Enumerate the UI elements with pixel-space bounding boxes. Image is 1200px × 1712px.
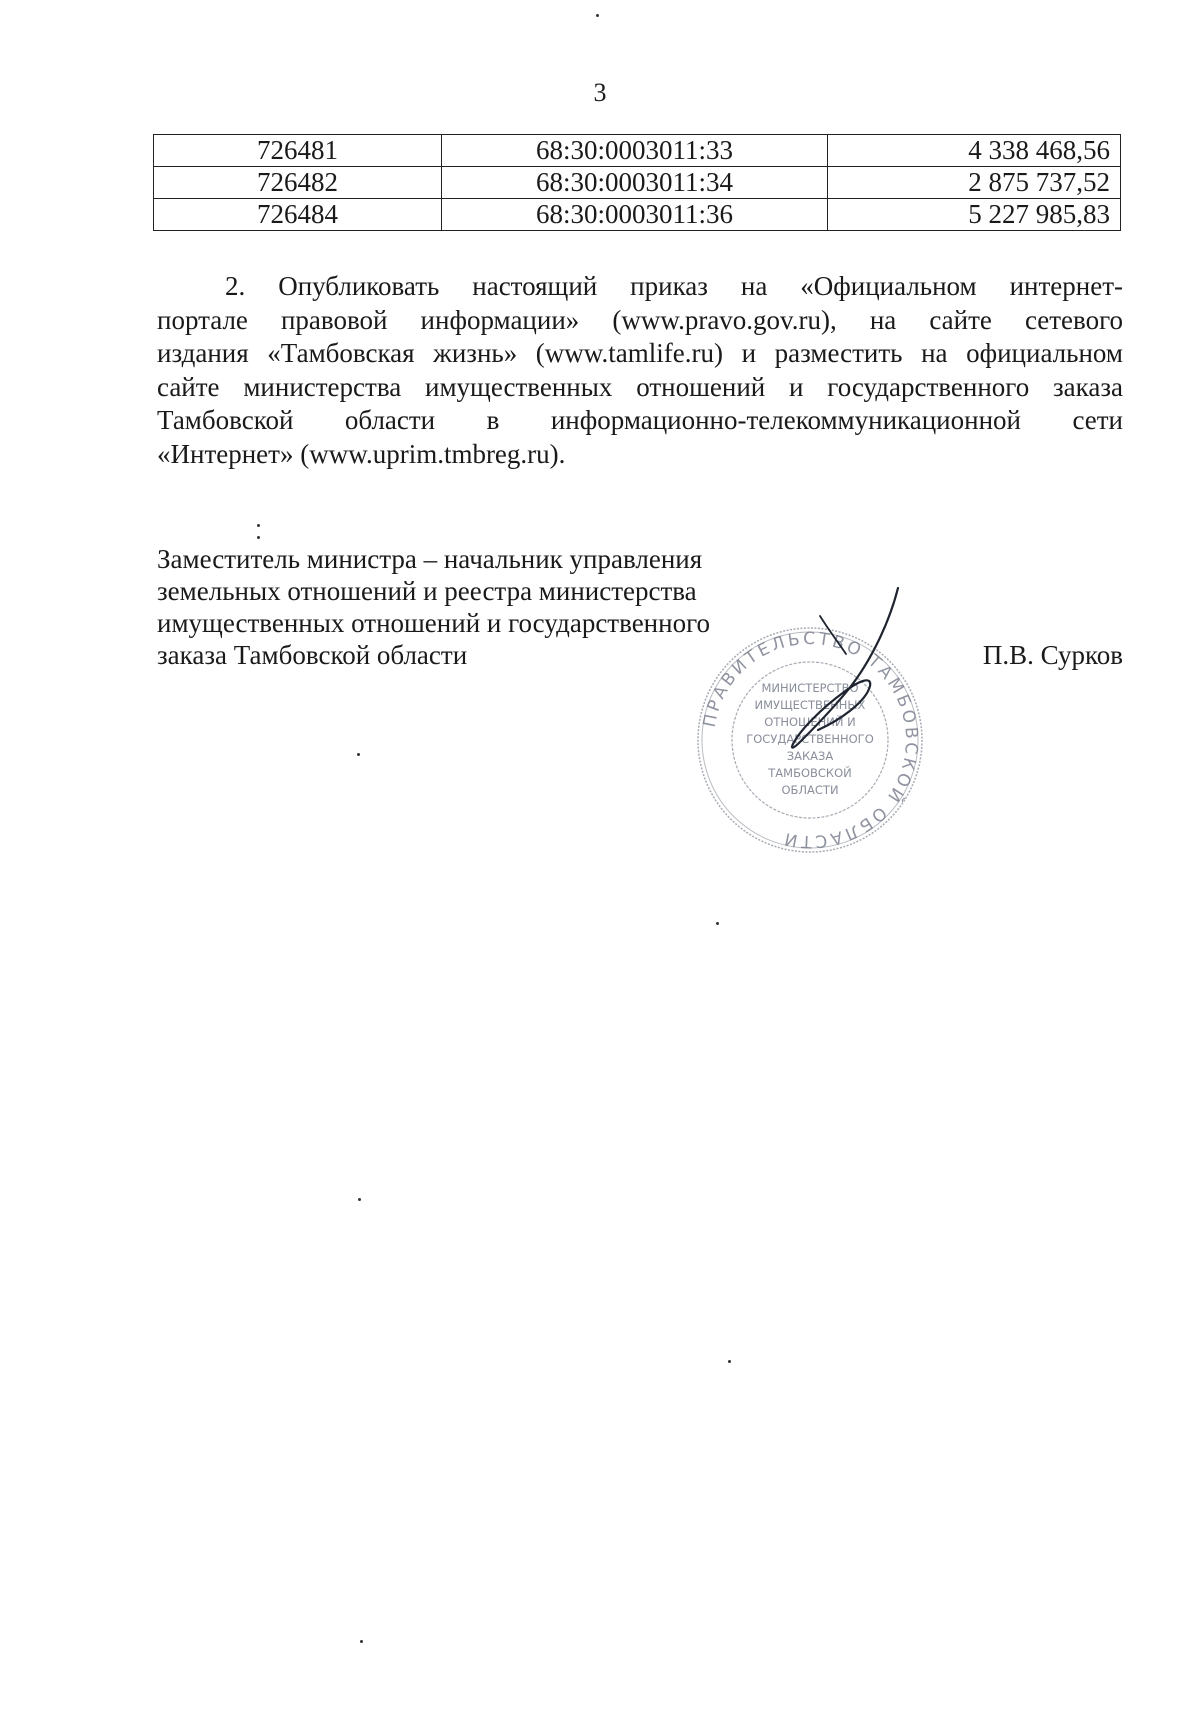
parcel-id-cell: 726481	[154, 135, 442, 167]
cadastral-number-cell: 68:30:0003011:33	[442, 135, 828, 167]
signer-position	[157, 543, 777, 671]
seal-inner-line: ОБЛАСТИ	[781, 783, 839, 797]
seal-outer-text: ПРАВИТЕЛЬСТВО ТАМБОВСКОЙ ОБЛАСТИ	[699, 628, 922, 852]
publication-paragraph	[157, 270, 1123, 471]
seal-inner-line: ГОСУДАРСТВЕННОГО	[746, 732, 874, 746]
table-row	[154, 199, 1121, 231]
scan-speck	[596, 14, 599, 17]
scan-speck	[357, 753, 360, 756]
seal-inner-line: ЗАКАЗА	[786, 749, 834, 763]
parcel-table	[153, 134, 1121, 231]
scan-speck	[728, 1360, 731, 1363]
scan-speck	[358, 1198, 361, 1201]
page-number: 3	[593, 78, 607, 107]
seal-inner-line: ТАМБОВСКОЙ	[768, 766, 852, 780]
signer-position-line: имущественных отношений и государственного	[157, 608, 710, 638]
parcel-id-cell: 726482	[154, 167, 442, 199]
paragraph-line: сайте министерства имущественных отношений и государственного заказа	[157, 371, 1123, 402]
scan-speck	[716, 922, 719, 925]
paragraph-line: издания «Тамбовская жизнь» (www.tamlife.ru) и разместить на официальном	[157, 338, 1123, 368]
signer-name: П.В. Сурков	[982, 640, 1123, 670]
paragraph-line: Тамбовской области в информационно-телекоммуникационной сети	[157, 405, 1123, 435]
paragraph-line: портале правовой информации» (www.pravo.gov.ru), на сайте сетевого	[157, 304, 1123, 335]
table-row	[154, 167, 1121, 199]
scan-speck	[257, 524, 260, 527]
seal-inner-line: МИНИСТЕРСТВО	[761, 681, 859, 695]
paragraph-line: «Интернет» (www.uprim.tmbreg.ru).	[157, 438, 566, 469]
cadastral-value-cell: 5 227 985,83	[828, 199, 1121, 231]
parcel-id-cell: 726484	[154, 199, 442, 231]
signer-position-line: заказа Тамбовской области	[157, 640, 468, 670]
cadastral-number-cell: 68:30:0003011:36	[442, 199, 828, 231]
seal-inner-line: ОТНОШЕНИЙ И	[764, 715, 856, 729]
paragraph-line: 2. Опубликовать настоящий приказ на «Официальном интернет-	[225, 271, 1123, 301]
cadastral-value-cell: 4 338 468,56	[828, 135, 1121, 167]
cadastral-value-cell: 2 875 737,52	[828, 167, 1121, 199]
handwritten-signature	[760, 580, 920, 780]
scan-speck	[360, 1640, 363, 1643]
scan-speck	[257, 536, 260, 539]
table-row	[154, 135, 1121, 167]
cadastral-number-cell: 68:30:0003011:34	[442, 167, 828, 199]
signer-position-line: Заместитель министра – начальник управления	[157, 544, 703, 574]
signer-position-line: земельных отношений и реестра министерства	[157, 576, 697, 606]
seal-inner-line: ИМУЩЕСТВЕННЫХ	[754, 698, 866, 712]
